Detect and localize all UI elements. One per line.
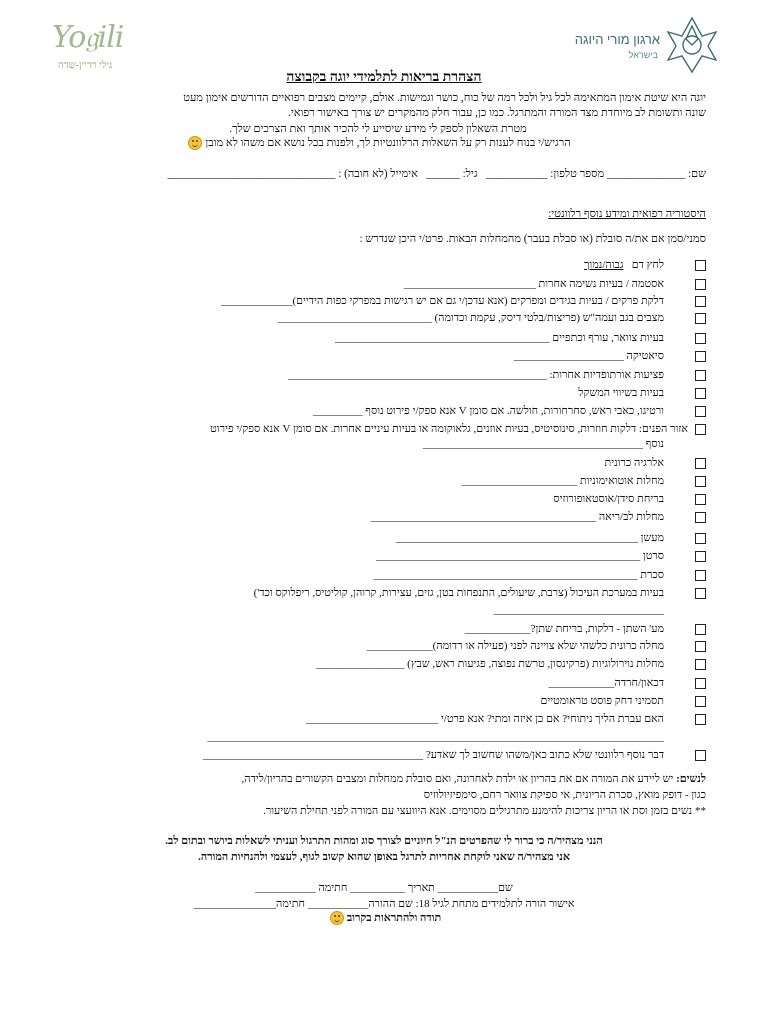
name-label: שם: <box>687 168 706 180</box>
checkbox-diabetes[interactable] <box>695 570 706 581</box>
bp-label: לחץ דם <box>631 259 664 271</box>
item-surgery: האם עברת הליך ניתוחי? אם כן איזה ומתי? אנא פרט/י ________________________ <box>306 713 664 725</box>
declaration-line-1: הנני מצהיר/ה כי ברור לי שהפרטים הנ"ל חיוניים לצורך סוג ומהות התרגול ועניתי לשאלות ביושר ובתום לב. <box>165 835 603 847</box>
blood-pressure-row <box>584 258 664 272</box>
lotus-star-icon <box>664 12 720 78</box>
checkbox-osteoporosis[interactable] <box>695 494 706 505</box>
phone-field[interactable]: ___________ <box>485 168 548 180</box>
email-label: אימייל (לא חובה) : <box>338 168 418 180</box>
item-osteoporosis: בריחת סידן/אוסטאופורוזיס <box>553 493 664 505</box>
item-neuro: מחלות נוירולוגיות (פרקינסון, טרשת נפוצה, פגיעות ראש, שבץ) ________________ <box>316 658 664 670</box>
checkbox-arthritis[interactable] <box>695 296 706 307</box>
checkbox-chronic[interactable] <box>695 641 706 652</box>
item-other: דבר נוסף רלוונטי שלא כתוב כאן/משהו שחשוב לך שאדע? ________________________________________ <box>203 749 664 761</box>
bp-options: גבוה/נמוך <box>584 259 624 271</box>
checkbox-back[interactable] <box>695 313 706 324</box>
intro-line-4 <box>138 135 618 151</box>
intro-line-4-text: הרגיש/י בנוח לענות רק על השאלות הרלוונטיות לך, ולפנות בכל נושא אם משהו לא מובן <box>205 137 571 149</box>
women-note-line-2: כגון - דופק מואץ, סכרת הריונית, אי ספיקת צוואר רחם, סימפיזיולוזיס <box>423 789 706 801</box>
intro-line-3: מטרת השאלון לספק לי מידע שיסייע לי להכיר אותך ואת הצרכים שלך. <box>229 123 527 135</box>
item-balance: בעיות בשיווי המשקל <box>578 387 664 399</box>
item-heart-lung: מחלות לב/ריאה _________________________________________ <box>370 511 664 523</box>
item-back: מצבים בגב ועמה"ש (פריצות/בלטי דיסק, עקמת וכדומה) ____________________________ <box>277 312 664 324</box>
org-name: ארגון מורי היוגה <box>574 32 660 47</box>
logo-subtitle: גילי רדיין-שדה <box>58 60 113 71</box>
checkbox-ptsd[interactable] <box>695 696 706 707</box>
logo-script-text: Yo𝔤ili <box>52 20 124 55</box>
instructions-text: סמני/סמן אם את/ה סובלת (או סבלת בעבר) מהמחלות הבאות. פרט/י היכן שנדרש : <box>359 233 706 245</box>
checkbox-sciatica[interactable] <box>695 351 706 362</box>
item-arthritis: דלקת פרקים / בעיות בגידים ומפרקים (אנא עדכן/י גם אם יש רגישות במפרקי כפות הידיים)_____________ <box>221 295 664 307</box>
smiley-icon <box>188 136 202 150</box>
item-face-cont: נוסף ________________________________________ <box>422 438 664 450</box>
page-title: הצהרת בריאות לתלמידי יוגה בקבוצה <box>286 70 482 85</box>
item-neck: בעיות צוואר, עורף וכתפיים _______________________________________ <box>334 332 664 344</box>
checkbox-heart-lung[interactable] <box>695 512 706 523</box>
signature-line[interactable]: שם___________ תאריך __________ חתימה ___________ <box>255 882 513 894</box>
item-asthma: אסטמה / בעיות נשימה אחרות ________________________ <box>403 278 664 290</box>
age-field[interactable]: ______ <box>426 168 460 180</box>
thanks-line <box>0 911 768 926</box>
phone-label: מספר טלפון: <box>550 168 605 180</box>
item-surgery-cont: ___________________________________________________________________________________ <box>207 731 664 743</box>
women-note-line-3: ** נשים בזמן וסת או הריון צריכות להימנע מתרגילים מסוימים. אנא היוועצי עם המורה לפני תחילת השיעור. <box>263 805 706 817</box>
email-field[interactable]: ______________________________ <box>167 168 336 180</box>
checkbox-other[interactable] <box>695 750 706 761</box>
item-chronic: מחלה כרונית כלשהי שלא צויינה לפני (פעילה או רדומה)____________ <box>366 640 664 652</box>
checkbox-asthma[interactable] <box>695 279 706 290</box>
item-digestive: בעיות במערכת העיכול (צרבת, שיעולים, התנפחות בטן, גזים, עצירות, קרוהן, קוליטיס, ריפלוקס וכד') <box>253 587 664 599</box>
name-field[interactable]: ______________ <box>606 168 686 180</box>
checkbox-blood-pressure[interactable] <box>695 260 706 271</box>
checkbox-surgery[interactable] <box>695 714 706 725</box>
item-urinary: מע' השתן - דלקות, בריחת שתן?____________ <box>464 623 664 635</box>
item-diabetes: סכרת ________________________________________________ <box>373 569 664 581</box>
intro-line-1: יוגה היא שיטת אימון המתאימה לכל גיל ולכל רמה של כוח, כושר וגמישות. אולם, קיימים מצבים רפואיים הדורשים אימון מעט <box>183 92 706 104</box>
women-note-line-1 <box>46 772 706 787</box>
item-digestive-cont: _______________________________ <box>493 604 664 616</box>
item-cancer: סרטן ________________________________________________ <box>376 550 664 562</box>
checkbox-neuro[interactable] <box>695 659 706 670</box>
intro-line-2: שונה ותשומת לב מיוחדת מצד המורה והמתרגל. כמו כן, עבור חלק מהמקרים יש צורך באישור רפואי. <box>288 107 706 119</box>
item-autoimmune: מחלות אוטואימוניות _____________________ <box>461 475 664 487</box>
smiley-icon <box>330 911 344 925</box>
checkbox-ortho[interactable] <box>695 370 706 381</box>
parent-approval-line[interactable]: אישור הורה לתלמידים מתחת לגיל 18: שם ההורה___________ חתימה_______________ <box>193 898 575 910</box>
item-face: אזור הפנים: דלקות חוזרות, סינוסיטיס, בעיות אוזנים, גלאוקומה או בעיות עיניים אחרות. אם סומן V אנא ספק/י פירוט <box>210 423 688 435</box>
personal-info-row <box>46 168 706 180</box>
checkbox-depression[interactable] <box>695 678 706 689</box>
checkbox-urinary[interactable] <box>695 624 706 635</box>
item-smoker: מעשן ____________________________________________ <box>395 532 664 544</box>
checkbox-autoimmune[interactable] <box>695 476 706 487</box>
item-allergy: אלרגיה כרונית <box>604 457 664 469</box>
checkbox-balance[interactable] <box>695 388 706 399</box>
thanks-text: תודה ולהתראות בקרוב <box>346 912 442 924</box>
item-vertigo: ורטיגו, כאבי ראש, סחרחורות, חולשה. אם סומן V אנא ספק/י פירוט נוסף _________ <box>313 405 664 417</box>
checkbox-face[interactable] <box>695 424 706 435</box>
history-header: היסטוריה רפואית ומידע נוסף רלוונטי: <box>548 208 706 220</box>
item-sciatica: סיאטיקה ____________________ <box>513 350 664 362</box>
org-country: בישראל <box>628 50 658 60</box>
item-ptsd: תסמיני דחק פוסט טראומטיים <box>540 695 664 707</box>
checkbox-neck[interactable] <box>695 333 706 344</box>
checkbox-cancer[interactable] <box>695 551 706 562</box>
age-label: גיל: <box>462 168 478 180</box>
women-label: לנשים: <box>676 773 706 785</box>
women-text-1: יש ליידע את המורה אם את בהריון או ילדת לאחרונה, ואם סובלת ממחלות ומצבים הקשורים בהריון/לידה, <box>241 773 677 785</box>
checkbox-smoker[interactable] <box>695 533 706 544</box>
checkbox-vertigo[interactable] <box>695 406 706 417</box>
checkbox-digestive[interactable] <box>695 588 706 599</box>
item-ortho: פציעות אורתופדיות אחרות: _______________________________________________ <box>288 369 664 381</box>
item-depression: דכאון/חרדה____________ <box>548 677 664 689</box>
yoga-teachers-org-logo <box>574 12 720 78</box>
checkbox-allergy[interactable] <box>695 458 706 469</box>
declaration-line-2: אני מצהיר/ה שאני לוקחת אחריות לתרגל באופן שהוא קשוב לגוף, לעצמי ולהנחיות המורה. <box>198 851 570 863</box>
